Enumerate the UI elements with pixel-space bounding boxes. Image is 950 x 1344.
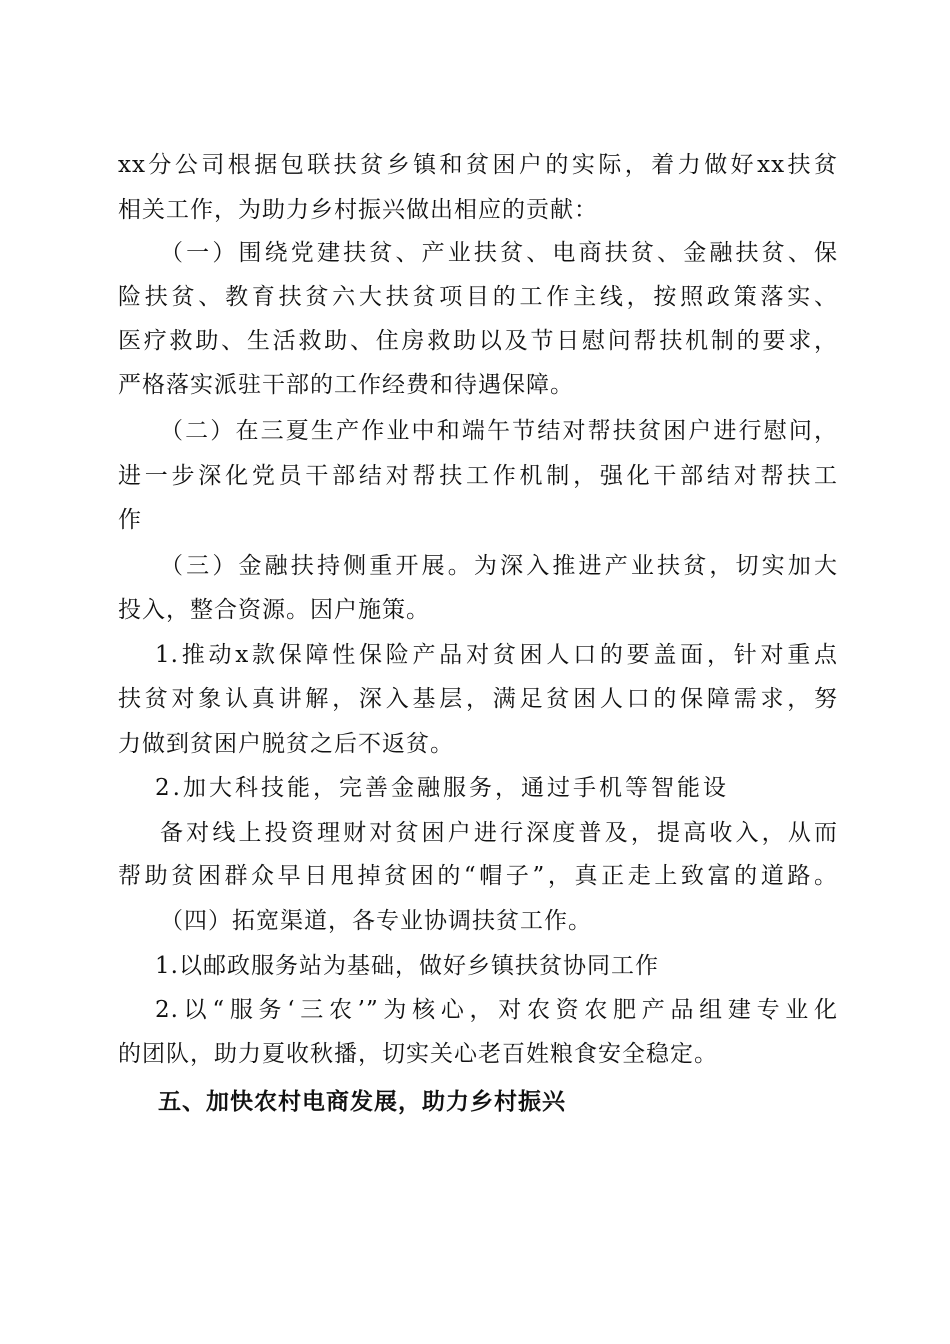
- list-item-line: 2.以“服务‘三农’”为核心，对农资农肥产品组建专业化: [155, 997, 838, 1023]
- paragraph-1-line: （一）围绕党建扶贫、产业扶贫、电商扶贫、金融扶贫、保: [160, 240, 838, 266]
- text-line: 作: [118, 507, 142, 533]
- section-heading: 五、加快农村电商发展，助力乡村振兴: [158, 1089, 566, 1115]
- list-item-line: 1.以邮政服务站为基础，做好乡镇扶贫协同工作: [155, 953, 659, 979]
- text-line: 力做到贫困户脱贫之后不返贫。: [118, 731, 454, 757]
- text-line: 扶贫对象认真讲解，深入基层，满足贫困人口的保障需求，努: [118, 686, 838, 712]
- text-line: 的团队，助力夏收秋播，切实关心老百姓粮食安全稳定。: [118, 1041, 718, 1067]
- list-item-line: 1.推动x款保障性保险产品对贫困人口的要盖面，针对重点: [155, 642, 838, 668]
- text-line: 严格落实派驻干部的工作经费和待遇保障。: [118, 372, 574, 398]
- text-line: xx分公司根据包联扶贫乡镇和贫困户的实际，着力做好xx扶贫: [118, 152, 838, 178]
- text-line: 投入，整合资源。因户施策。: [118, 597, 430, 623]
- list-item-line: 2.加大科技能，完善金融服务，通过手机等智能设: [155, 775, 729, 801]
- text-line: 相关工作，为助力乡村振兴做出相应的贡献：: [118, 197, 598, 223]
- text-line: 备对线上投资理财对贫困户进行深度普及，提高收入，从而: [160, 820, 838, 846]
- paragraph-3-line: （三）金融扶持侧重开展。为深入推进产业扶贫，切实加大: [160, 553, 838, 579]
- paragraph-2-line: （二）在三夏生产作业中和端午节结对帮扶贫困户进行慰问，: [160, 418, 838, 444]
- text-line: 医疗救助、生活救助、住房救助以及节日慰问帮扶机制的要求，: [118, 328, 838, 354]
- text-line: 帮助贫困群众早日甩掉贫困的“帽子”，真正走上致富的道路。: [118, 863, 838, 889]
- paragraph-4-line: （四）拓宽渠道，各专业协调扶贫工作。: [160, 908, 592, 934]
- text-line: 进一步深化党员干部结对帮扶工作机制，强化干部结对帮扶工: [118, 463, 838, 489]
- text-line: 险扶贫、教育扶贫六大扶贫项目的工作主线，按照政策落实、: [118, 284, 838, 310]
